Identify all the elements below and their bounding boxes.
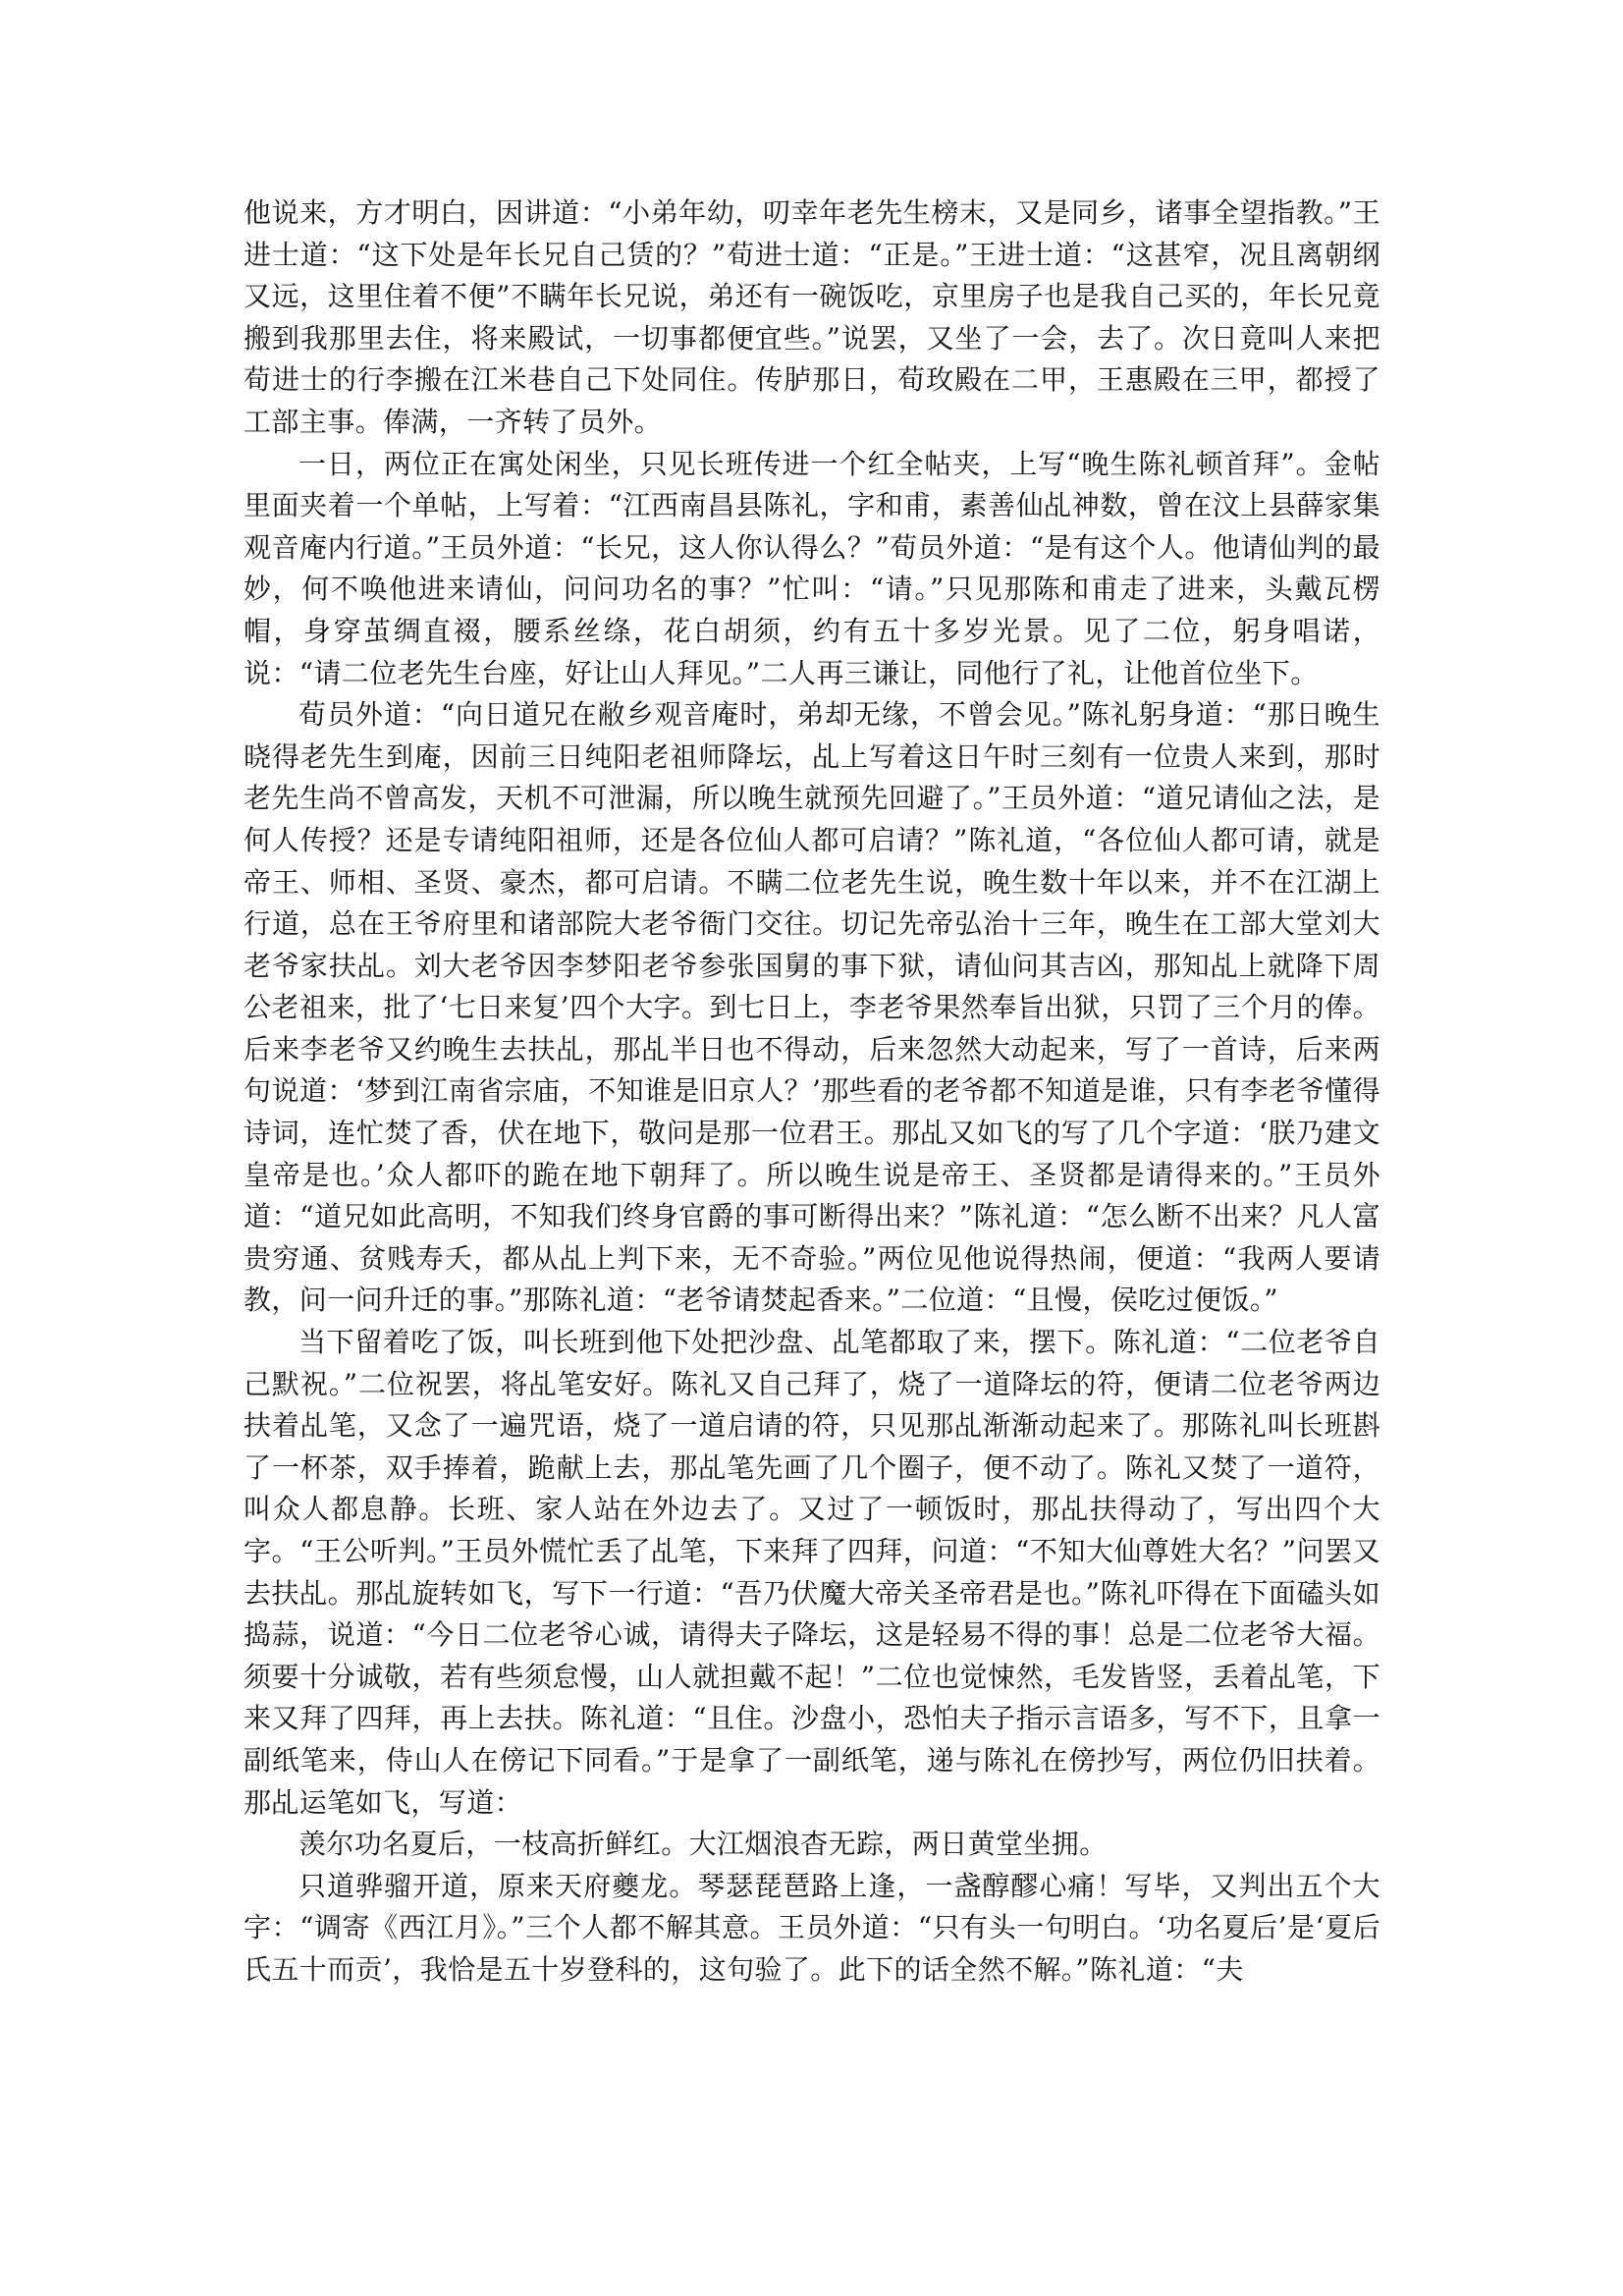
poem-line: 羡尔功名夏后，一枝高折鲜红。大江烟浪杳无踪，两日黄堂坐拥。 <box>298 1828 1108 1861</box>
paragraph: 他说来，方才明白，因讲道：“小弟年幼，叨幸年老先生榜末，又是同乡，诸事全望指教。”王进士道：“这下处是年长兄自己赁的？”荀进士道：“正是。”王进士道：“这甚窄，况且离朝纲又远，这里住着不便”不瞒年长兄说，弟还有一碗饭吃，京里房子也是我自己买的，年长兄竟搬到我那里去住，将来殿试，一切事都便宜些。”说罢，又坐了一会，去了。次日竟叫人来把荀进士的行李搬在江米巷自己下处同住。传胪那日，荀玫殿在二甲，王惠殿在三甲，都授了工部主事。俸满，一齐转了员外。 <box>243 196 1380 438</box>
paragraph: 一日，两位正在寓处闲坐，只见长班传进一个红全帖夹，上写“晚生陈礼顿首拜”。金帖里面夹着一个单帖，上写着：“江西南昌县陈礼，字和甫，素善仙乩神数，曾在汶上县薛家集观音庵内行道。”王员外道：“长兄，这人你认得么？”荀员外道：“是有这个人。他请仙判的最妙，何不唤他进来请仙，问问功名的事？”忙叫：“请。”只见那陈和甫走了进来，头戴瓦楞帽，身穿茧绸直裰，腰系丝绦，花白胡须，约有五十多岁光景。见了二位，躬身唱诺，说：“请二位老先生台座，好让山人拜见。”二人再三谦让，同他行了礼，让他首位坐下。 <box>243 447 1380 689</box>
paragraph: 荀员外道：“向日道兄在敝乡观音庵时，弟却无缘，不曾会见。”陈礼躬身道：“那日晚生晓得老先生到庵，因前三日纯阳老祖师降坛，乩上写着这日午时三刻有一位贵人来到，那时老先生尚不曾高发，天机不可泄漏，所以晚生就预先回避了。”王员外道：“道兄请仙之法，是何人传授？还是专请纯阳祖师，还是各位仙人都可启请？”陈礼道，“各位仙人都可请，就是帝王、师相、圣贤、豪杰，都可启请。不瞒二位老先生说，晚生数十年以来，并不在江湖上行道，总在王爷府里和诸部院大老爷衙门交往。切记先帝弘治十三年，晚生在工部大堂刘大老爷家扶乩。刘大老爷因李梦阳老爷参张国舅的事下狱，请仙问其吉凶，那知乩上就降下周公老祖来，批了‘七日来复’四个大字。到七日上，李老爷果然奉旨出狱，只罚了三个月的俸。后来李老爷又约晚生去扶乩，那乩半日也不得动，后来忽然大动起来，写了一首诗，后来两句说道：‘梦到江南省宗庙，不知谁是旧京人？’那些看的老爷都不知道是谁，只有李老爷懂得诗词，连忙焚了香，伏在地下，敬问是那一位君王。那乩又如飞的写了几个字道：‘朕乃建文皇帝是也。’众人都吓的跪在地下朝拜了。所以晚生说是帝王、圣贤都是请得来的。”王员外道：“道兄如此高明，不知我们终身官爵的事可断得出来？”陈礼道：“怎么断不出来？凡人富贵穷通、贫贱寿夭，都从乩上判下来，无不奇验。”两位见他说得热闹，便道：“我两人要请教，问一问升迁的事。”那陈礼道：“老爷请焚起香来。”二位道：“且慢，侯吃过便饭。” <box>243 698 1380 1317</box>
paragraph: 当下留着吃了饭，叫长班到他下处把沙盘、乩笔都取了来，摆下。陈礼道：“二位老爷自己默祝。”二位祝罢，将乩笔安好。陈礼又自己拜了，烧了一道降坛的符，便请二位老爷两边扶着乩笔，又念了一遍咒语，烧了一道启请的符，只见那乩渐渐动起来了。那陈礼叫长班斟了一杯茶，双手捧着，跪献上去，那乩笔先画了几个圈子，便不动了。陈礼又焚了一道符，叫众人都息静。长班、家人站在外边去了。又过了一顿饭时，那乩扶得动了，写出四个大字。“王公听判。”王员外慌忙丢了乩笔，下来拜了四拜，问道：“不知大仙尊姓大名？”问罢又去扶乩。那乩旋转如飞，写下一行道：“吾乃伏魔大帝关圣帝君是也。”陈礼吓得在下面磕头如捣蒜，说道：“今日二位老爷心诚，请得夫子降坛，这是轻易不得的事！总是二位老爷大福。须要十分诚敬，若有些须怠慢，山人就担戴不起！”二位也觉悚然，毛发皆竖，丢着乩笔，下来又拜了四拜，再上去扶。陈礼道：“且住。沙盘小，恐怕夫子指示言语多，写不下，且拿一副纸笔来，侍山人在傍记下同看。”于是拿了一副纸笔，递与陈礼在傍抄写，两位仍旧扶着。那乩运笔如飞，写道： <box>243 1326 1380 1819</box>
document-body <box>243 192 1380 1992</box>
paragraph: 只道骅骝开道，原来天府夔龙。琴瑟琵琶路上逢，一盏醇醪心痛！写毕，又判出五个大字：“调寄《西江月》。”三个人都不解其意。王员外道：“只有头一句明白。‘功名夏后’是‘夏后氏五十而贡’，我恰是五十岁登科的，这句验了。此下的话全然不解。”陈礼道：“夫 <box>243 1869 1380 1986</box>
